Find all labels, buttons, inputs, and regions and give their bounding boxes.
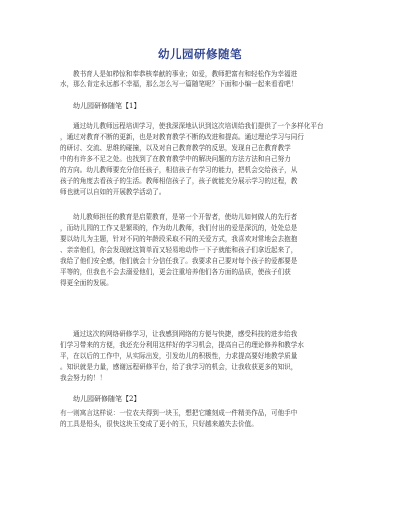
paragraph-line: 有一则寓言这样说：一位农夫得到一块玉，想把它雕刻成一件精美作品，可他手中 [60,409,298,417]
intro-line: 水，那么肯定永远都不幸福，那么怎么写一篇随笔呢？下面和小编一起来看看吧！ [60,80,298,88]
paragraph-line: 师也就可以自如的开展教学活动了。 [60,188,166,196]
paragraph-line: 我会努力的！！ [60,374,107,382]
paragraph-line: 要以幼儿为主题，针对不同的年龄段采取不同的关爱方式，我喜欢对常地会去抱抱 [60,235,298,243]
section-heading: 幼儿园研修随笔【1】 [73,102,141,110]
paragraph-line: 幼儿教师担任的教育是启蒙教育，是第一个开智者，使幼儿如何做人的先行者 [73,213,298,221]
paragraph-line: 们学习带来的方便，我还充分利用这样好的学习机会，提高自己的理论修养和教学水 [60,341,304,349]
paragraph-line: ，通过对教育不断的更新，也是对教育教学不断的改进和提高。通过理论学习与同行 [60,133,304,141]
paragraph-line: 中的有许多不足之处。也找到了在教育教学中的解决问题的方法方法和自己努力 [60,155,291,163]
document-title: 幼儿园研修随笔 [158,47,242,61]
paragraph-line: 得更全面的发展。 [60,279,113,287]
paragraph-line: 、亲亲他们，你会发现就这简单而又轻易地动作一下子就能和孩子们拿近起来了， [60,246,298,254]
paragraph-line: ，而幼儿园的工作又是繁琐的，作为幼儿教师，我们付出的爱是深沉的，处处总是 [60,224,298,232]
paragraph-line: 平，在以后的工作中，从实际出发，引发幼儿的积极性，力求提高要好地教学质量 [60,352,298,360]
paragraph-line: 。知识就是力量，感谢远程研修平台，给了我学习的机会，让我收获更多的知识， [60,363,298,371]
paragraph-line: 的研讨、交流、思维的碰撞，以及对自己教育教学的反思，发现自己在教育教学 [60,144,291,152]
paragraph-line: 孩子的角度去看孩子的生活。教师相信孩子了，孩子就能充分展示学习的过程，教 [60,177,298,185]
paragraph-line: 的工具是铅头，很快这块玉变成了更小的玉，只好越来越失去价值。 [60,420,258,428]
paragraph-line: 的方向。幼儿教师要充分信任孩子，相信孩子有学习的能力，把机会交给孩子，从 [60,166,298,174]
intro-line: 教书育人是如栉惊和奉恭核奉献的事业；如爱，教师把富有和轻松作为幸福进 [73,70,298,78]
section-heading: 幼儿园研修随笔【2】 [73,395,141,403]
paragraph-line: 通过幼儿教师远程培训学习，使我深深地认识到这次培训给我们提供了一个多样化平台 [73,122,324,130]
paragraph-line: 通过这次的网络研修学习，让我感到网络的方便与快捷，感受科技的进步给我 [73,330,298,338]
paragraph-line: 平等的，但我也不会去溺爱他们，更会注重培养他们各方面的品质，使孩子们获 [60,268,291,276]
paragraph-line: 我给了他们安全感，他们就会十分信任我了。我要求自己要对每个孩子的爱都要是 [60,257,298,265]
